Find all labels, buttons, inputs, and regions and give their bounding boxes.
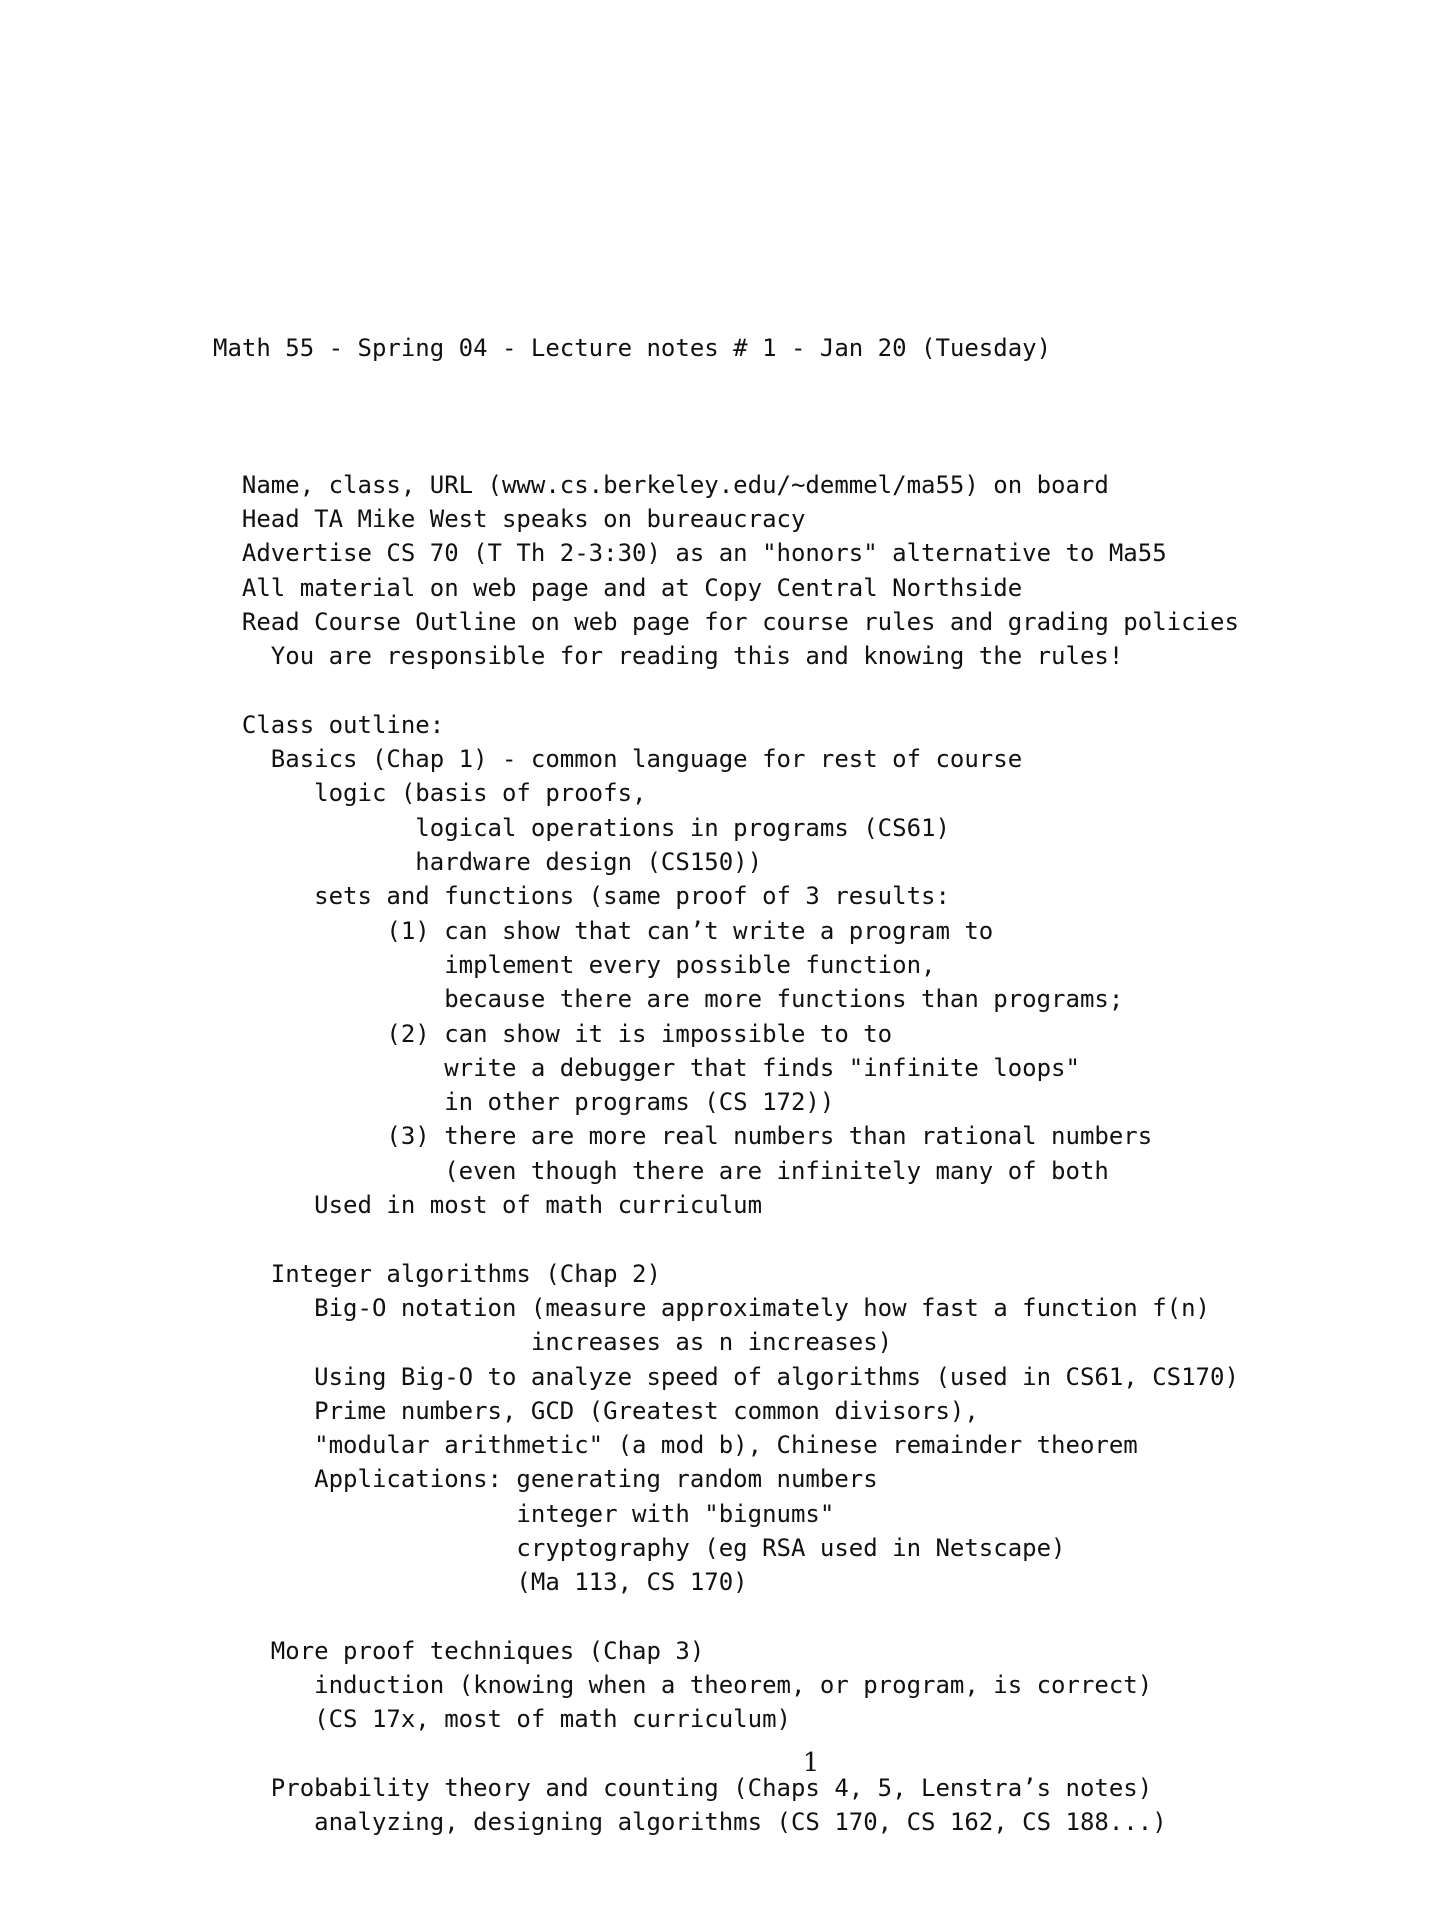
text-line xyxy=(213,1600,1239,1634)
text-line: More proof techniques (Chap 3) xyxy=(213,1636,705,1665)
lecture-notes-body xyxy=(213,262,1239,1908)
text-line: sets and functions (same proof of 3 results: xyxy=(213,882,950,911)
text-line: All material on web page and at Copy Central Northside xyxy=(213,573,1023,602)
document-title: Math 55 - Spring 04 - Lecture notes # 1 - Jan 20 (Tuesday) xyxy=(213,333,1052,362)
notes-lines xyxy=(213,433,1239,1839)
text-line: logic (basis of proofs, xyxy=(213,779,647,808)
text-line: (2) can show it is impossible to to xyxy=(213,1019,893,1048)
text-line: Applications: generating random numbers xyxy=(213,1465,878,1494)
text-line: integer with "bignums" xyxy=(213,1499,835,1528)
text-line: logical operations in programs (CS61) xyxy=(213,813,950,842)
text-line: Advertise CS 70 (T Th 2-3:30) as an "honors" alternative to Ma55 xyxy=(213,539,1167,568)
text-line: Big-O notation (measure approximately how fast a function f(n) xyxy=(213,1293,1210,1322)
text-line: hardware design (CS150)) xyxy=(213,848,763,877)
text-line: Used in most of math curriculum xyxy=(213,1191,763,1220)
text-line: Prime numbers, GCD (Greatest common divisors), xyxy=(213,1396,979,1425)
text-line: (even though there are infinitely many of both xyxy=(213,1156,1109,1185)
text-line: implement every possible function, xyxy=(213,950,936,979)
text-line: (1) can show that can’t write a program to xyxy=(213,916,994,945)
text-line: "modular arithmetic" (a mod b), Chinese remainder theorem xyxy=(213,1431,1138,1460)
text-line: in other programs (CS 172)) xyxy=(213,1088,835,1117)
text-line: Class outline: xyxy=(213,710,445,739)
text-line: Using Big-O to analyze speed of algorithms (used in CS61, CS170) xyxy=(213,1362,1239,1391)
page-number: 1 xyxy=(802,1748,820,1778)
text-line: cryptography (eg RSA used in Netscape) xyxy=(213,1533,1066,1562)
text-line: write a debugger that finds "infinite loops" xyxy=(213,1053,1080,1082)
text-line: Basics (Chap 1) - common language for rest of course xyxy=(213,745,1023,774)
text-line xyxy=(213,674,1239,708)
text-line: (Ma 113, CS 170) xyxy=(213,1568,748,1597)
text-line: analyzing, designing algorithms (CS 170, CS 162, CS 188...) xyxy=(213,1808,1167,1837)
text-line: Probability theory and counting (Chaps 4, 5, Lenstra’s notes) xyxy=(213,1774,1153,1803)
text-line: because there are more functions than programs; xyxy=(213,985,1124,1014)
text-line: Name, class, URL (www.cs.berkeley.edu/~demmel/ma55) on board xyxy=(213,470,1109,499)
text-line: increases as n increases) xyxy=(213,1328,893,1357)
text-line: Read Course Outline on web page for course rules and grading policies xyxy=(213,607,1239,636)
text-line xyxy=(213,433,1239,467)
text-line: Integer algorithms (Chap 2) xyxy=(213,1259,661,1288)
text-line xyxy=(213,1222,1239,1256)
text-line: (CS 17x, most of math curriculum) xyxy=(213,1705,791,1734)
text-line: induction (knowing when a theorem, or program, is correct) xyxy=(213,1671,1153,1700)
text-line: (3) there are more real numbers than rational numbers xyxy=(213,1122,1153,1151)
text-line: You are responsible for reading this and knowing the rules! xyxy=(213,642,1124,671)
text-line: Head TA Mike West speaks on bureaucracy xyxy=(213,505,806,534)
